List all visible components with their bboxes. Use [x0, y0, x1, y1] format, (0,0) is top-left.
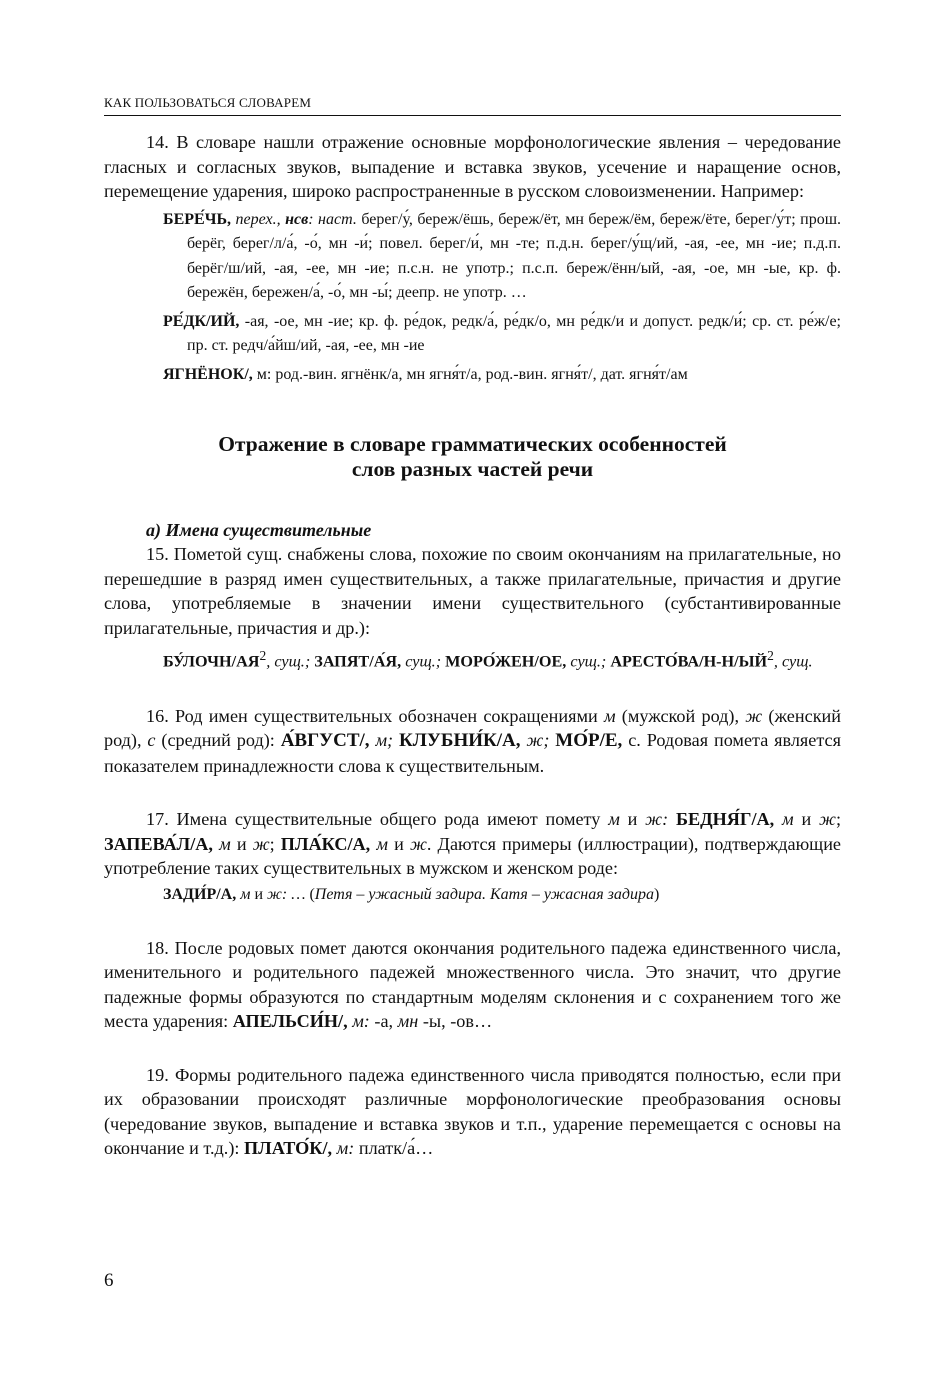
entry-label: сущ.; — [401, 652, 446, 671]
section-title — [104, 432, 841, 482]
entry-label: , сущ. — [773, 652, 813, 671]
entry-word: АРЕСТО́ВА/Н-Н/ЫЙ — [610, 652, 768, 671]
text: 17. Имена существительные общего рода имеют помету — [146, 809, 609, 830]
label: с — [147, 730, 156, 751]
entry-label: перех., — [231, 210, 286, 228]
example-yagnenok — [104, 363, 841, 388]
example-redkiy — [104, 310, 841, 359]
homonym-index: 2 — [259, 648, 267, 664]
entry-label: : наст. — [308, 210, 362, 228]
page-content — [104, 130, 841, 1161]
section-title-line1: Отражение в словаре грамматических особенностей — [218, 431, 727, 456]
text: . Даются примеры (иллюстрации), подтверждающие употребление таких существительных в мужском и женском роде: — [104, 833, 841, 879]
example-15 — [104, 643, 841, 674]
entry-word: БЕРЕ́ЧЬ, — [163, 210, 232, 228]
illustration: Петя – ужасный задира. Катя – ужасная задира — [314, 885, 654, 903]
paragraph-19 — [104, 1063, 841, 1161]
label: м: — [332, 1138, 355, 1159]
label: м — [212, 833, 231, 854]
entry-forms: м: род.-вин. ягнёнк/а, мн ягня́т/а, род.-вин. ягня́т/, дат. ягня́т/ам — [252, 366, 688, 384]
text: ; — [835, 809, 842, 830]
label: ж — [745, 705, 763, 726]
entry-word: МО́Р/Е, — [555, 730, 623, 752]
entry-word: ПЛА́КС/А, — [280, 833, 371, 854]
label: м: — [347, 1011, 370, 1032]
entry-forms: берег/у́, береж/ёшь, береж/ёт, мн береж/ём, береж/ёте, берег/у́т; прош. берёг, берег/л/а́, -о́, мн -и́; повел. берег/и́, мн -те; п.д.н. берег/у́щ/ий, -ая, -ее, мн -ие; п.д.п. берёг/ш/ий, -ая, -ее, мн -ие; п.с.н. не употр.; п.с.п. береж/ённ/ый, -ая, -ое, мн -ые, кр. ф. бережён, бережен/а́, -о́, мн -ы́; деепр. не употр. … — [187, 210, 842, 302]
label: ж — [409, 833, 427, 854]
entry-label: , сущ.; — [266, 652, 315, 671]
label: м — [603, 705, 616, 726]
example-berech — [104, 208, 841, 306]
paragraph-16 — [104, 704, 841, 779]
entry-word: А́ВГУСТ/, — [280, 730, 370, 752]
example-17 — [104, 883, 841, 907]
text: и — [619, 809, 646, 830]
entry-word: ЯГНЁНОК/, — [163, 366, 253, 384]
entry-word: ЗАДИ́Р/А, — [163, 885, 237, 903]
subsection-title: а) Имена существительные — [146, 519, 372, 540]
label: ж — [252, 833, 270, 854]
text: с. Родовая помета является показателем принадлежности слова к существительным. — [104, 730, 841, 776]
label: мн — [397, 1011, 419, 1032]
paragraph-18 — [104, 936, 841, 1034]
text: 18. После родовых помет даются окончания родительного падежа единственного числа, именительного и родительного падежей множественного числа. Это значит, что другие падежные формы образуются по стандартным моделям склонения и с сохранением того же места ударения: — [104, 937, 841, 1032]
entry-word: ПЛАТО́К/, — [244, 1138, 333, 1159]
text: и — [250, 885, 268, 903]
label: м; — [369, 730, 399, 751]
entry-word: МОРО́ЖЕН/ОЕ, — [445, 652, 567, 671]
text: (мужской род), — [615, 705, 746, 726]
text: и — [793, 809, 820, 830]
entry-word: ЗАПЕВА́Л/А, — [104, 833, 213, 854]
section-title-line2: слов разных частей речи — [351, 456, 594, 481]
entry-label: нсв — [285, 210, 309, 228]
running-header: КАК ПОЛЬЗОВАТЬСЯ СЛОВАРЕМ — [104, 95, 841, 116]
label: ж; — [520, 730, 556, 751]
paragraph-15: 15. Пометой сущ. снабжены слова, похожие по своим окончаниям на прилагательные, но перешедшие в разряд имен существительных, а также прилагательные, причастия и другие слова, употребляемые в значении имени существительного (субстантивированные прилагательные, причастия и др.): — [104, 544, 841, 638]
paragraph-14: 14. В словаре нашли отражение основные морфонологические явления – чередование гласных и согласных звуков, выпадение и вставка звуков, усечение и наращение основ, перемещение ударения, широко распространенные в русском словоизменении. Например: — [104, 132, 841, 201]
entry-word: АПЕЛЬСИ́Н/, — [232, 1011, 348, 1032]
paragraph-17 — [104, 807, 841, 881]
label: ж: — [645, 809, 669, 830]
entry-label: сущ.; — [566, 652, 611, 671]
text: (средний род): — [155, 730, 281, 751]
text: ) — [654, 885, 660, 903]
label: м — [370, 833, 388, 854]
text: 19. Формы родительного падежа единственного числа приводятся полностью, если при их образовании происходят различные морфонологические преобразования основы (чередование звуков, выпадение и вставка звуков и т.п., ударение перемещается с основы на окончание и т.д.): — [104, 1064, 841, 1159]
text: (женский род), — [104, 705, 841, 751]
text: -а, — [369, 1011, 398, 1032]
label: ж — [819, 809, 836, 830]
entry-word: БУ́ЛОЧН/АЯ — [163, 652, 260, 671]
text: ; — [269, 833, 281, 854]
text: -ы, -ов… — [418, 1011, 493, 1032]
label: м — [608, 809, 620, 830]
text: 16. Род имен существительных обозначен сокращениями — [146, 705, 604, 726]
entry-word: КЛУБНИ́К/А, — [399, 730, 521, 752]
text: и — [387, 833, 410, 854]
page-number: 6 — [104, 1270, 114, 1291]
label: м — [236, 885, 251, 903]
text: ( — [309, 885, 315, 903]
entry-word: РЕ́ДК/ИЙ, — [163, 312, 240, 330]
entry-word: БЕДНЯ́Г/А, — [668, 809, 775, 830]
label: ж: … — [267, 885, 310, 903]
label: м — [774, 809, 794, 830]
text: и — [230, 833, 253, 854]
text: платк/а́… — [354, 1138, 434, 1159]
entry-forms: -ая, -ое, мн -ие; кр. ф. ре́док, редк/а́, ре́дк/о, мн ре́дк/и и допуст. редк/и́; ср. ст. ре́ж/е; пр. ст. редч/а́йш/ий, -ая, -ее, мн -ие — [187, 312, 841, 355]
homonym-index: 2 — [767, 648, 774, 664]
entry-word: ЗАПЯТ/А́Я, — [314, 652, 402, 671]
